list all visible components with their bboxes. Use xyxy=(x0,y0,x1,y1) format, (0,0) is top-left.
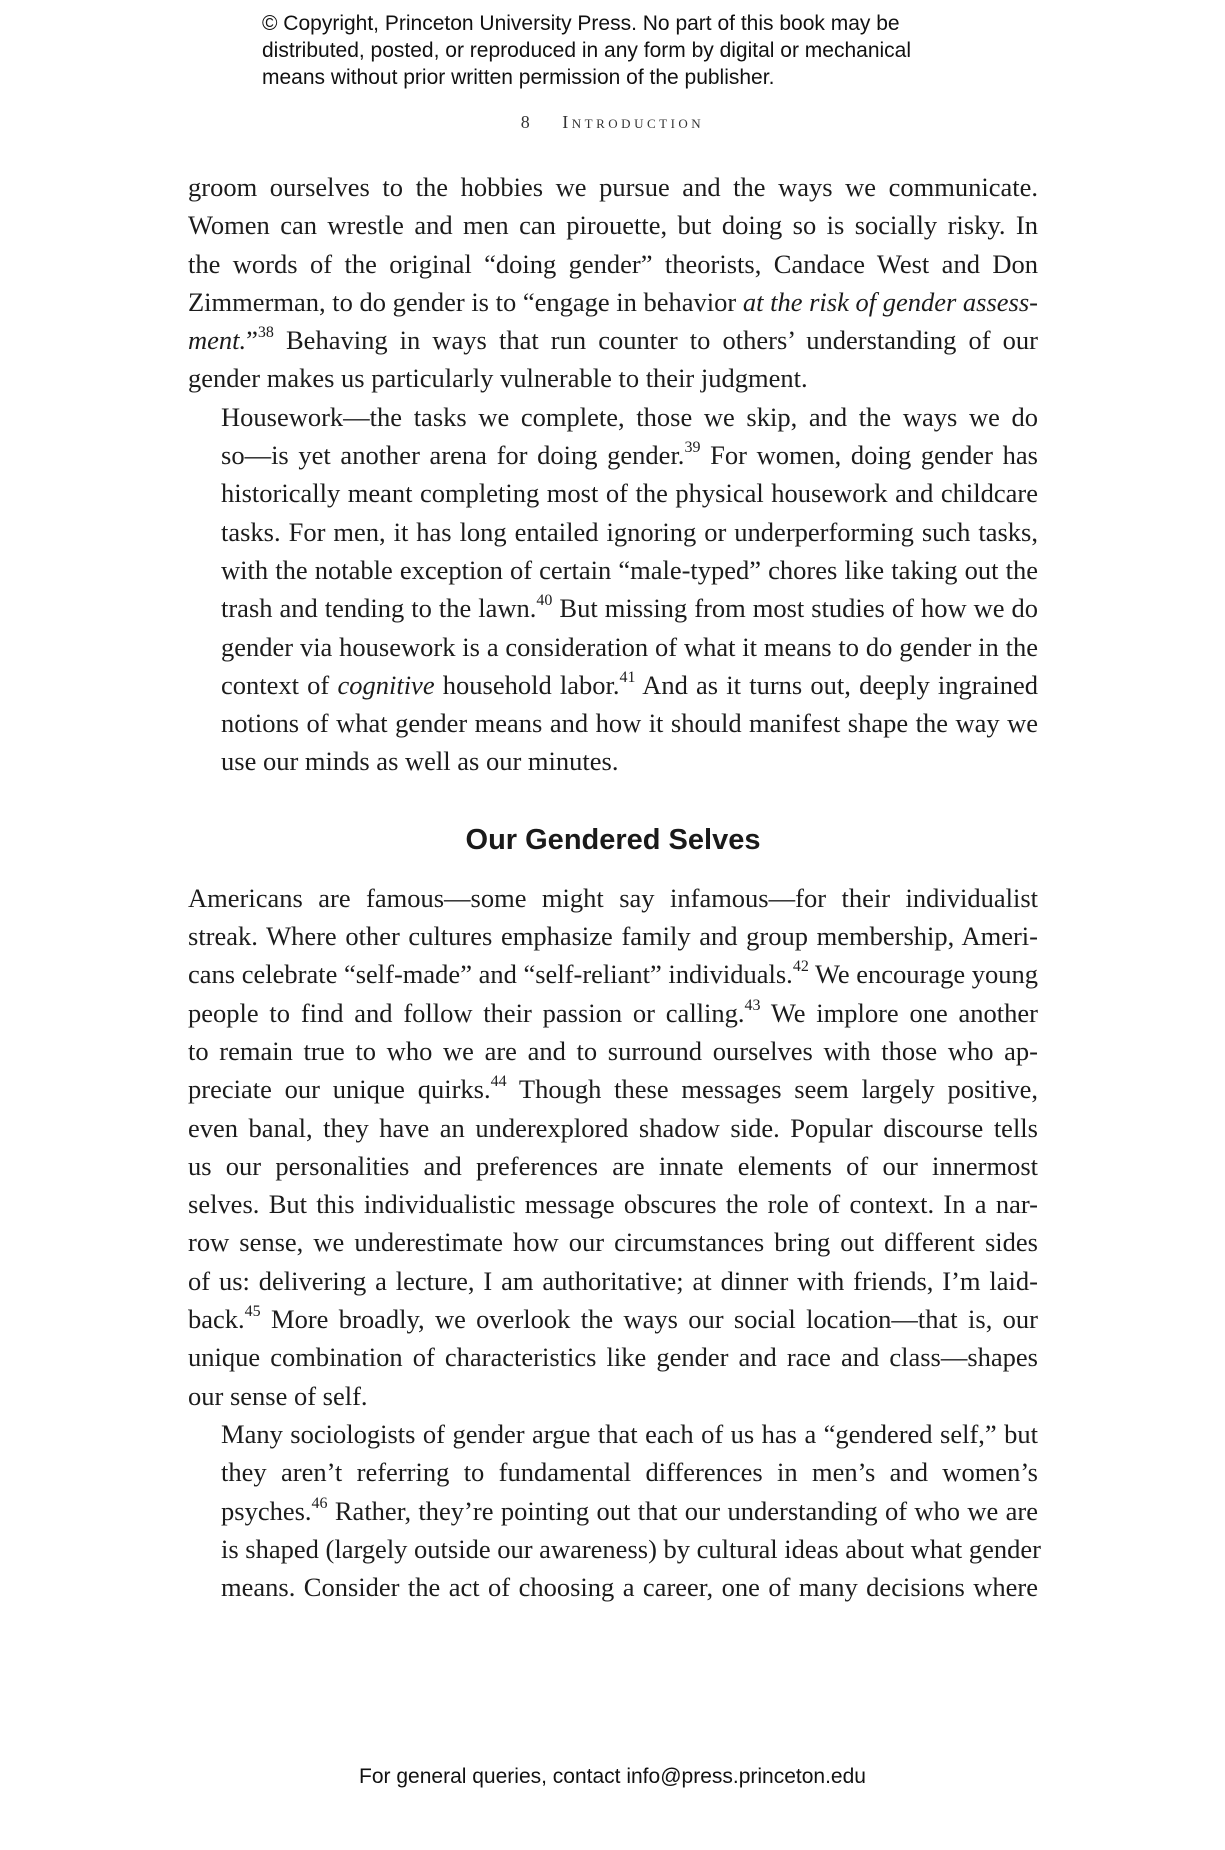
text-run: We encourage young xyxy=(808,959,1039,990)
footnote-ref: 39 xyxy=(684,439,701,457)
footnote-ref: 44 xyxy=(490,1073,507,1091)
text-line: the words of the original “doing gender” theorists, Candace West and Don xyxy=(188,248,1038,279)
chapter-title: Introduction xyxy=(562,112,705,132)
text-run: trash and tending to the lawn. xyxy=(221,593,537,624)
running-head xyxy=(0,112,1225,133)
text-line: they aren’t referring to fundamental differences in men’s and women’s xyxy=(221,1457,1038,1488)
text-line: unique combination of characteristics like gender and race and class—shapes xyxy=(188,1342,1038,1373)
text-line: us our personalities and preferences are innate elements of our innermost xyxy=(188,1150,1038,1181)
text-run: Though these messages seem largely positive, xyxy=(506,1074,1039,1105)
paragraph xyxy=(188,398,1038,781)
text-run: people to find and follow their passion or calling. xyxy=(188,997,745,1028)
text-line xyxy=(188,1070,1038,1108)
text-line: Housework—the tasks we complete, those we skip, and the ways we do xyxy=(221,401,1038,432)
text-line: tasks. For men, it has long entailed ignoring or underperforming such tasks, xyxy=(221,516,1038,547)
footnote-ref: 41 xyxy=(619,668,636,686)
text-line xyxy=(188,1492,1038,1530)
text-line: gender via housework is a consideration of what it means to do gender in the xyxy=(221,631,1038,662)
footnote-ref: 45 xyxy=(244,1303,261,1321)
footnote-ref: 46 xyxy=(311,1494,328,1512)
section-heading: Our Gendered Selves xyxy=(465,823,761,856)
paragraph xyxy=(188,168,1038,398)
text-run: cans celebrate “self-made” and “self-reliant” individuals. xyxy=(188,959,793,990)
emphasis: at the risk of gender assess- xyxy=(742,286,1039,317)
text-line: with the notable exception of certain “male-typed” chores like taking out the xyxy=(221,554,1038,585)
text-line: streak. Where other cultures emphasize family and group membership, Ameri- xyxy=(188,921,1038,952)
text-line: selves. But this individualistic message obscures the role of context. In a nar- xyxy=(188,1189,1038,1220)
text-run: ” xyxy=(246,325,258,356)
text-run: back. xyxy=(188,1304,245,1335)
text-run: Rather, they’re pointing out that our understanding of who we are xyxy=(327,1495,1038,1526)
text-run: context of xyxy=(221,669,338,700)
text-line: Women can wrestle and men can pirouette, but doing so is socially risky. In xyxy=(188,210,1038,241)
text-run: Zimmerman, to do gender is to “engage in behavior xyxy=(188,286,743,317)
emphasis: ment. xyxy=(188,325,247,356)
text-run: And as it turns out, deeply ingrained xyxy=(635,669,1038,700)
text-line: groom ourselves to the hobbies we pursue and the ways we communicate. xyxy=(188,172,1038,202)
text-line: is shaped (largely outside our awareness) by cultural ideas about what gender xyxy=(221,1533,1042,1564)
footer-contact: For general queries, contact info@press.princeton.edu xyxy=(359,1765,866,1788)
text-line: Many sociologists of gender argue that each of us has a “gendered self,” but xyxy=(221,1418,1038,1449)
footnote-ref: 40 xyxy=(536,592,553,610)
text-line xyxy=(188,283,1038,321)
text-run: household labor. xyxy=(434,669,620,700)
copyright-line: means without prior written permission of the publisher. xyxy=(262,66,775,89)
text-line: use our minds as well as our minutes. xyxy=(221,746,619,777)
footnote-ref: 43 xyxy=(744,996,761,1014)
copyright-notice xyxy=(262,10,982,91)
text-run: We implore one another xyxy=(760,997,1038,1028)
text-run: Behaving in ways that run counter to others’ understanding of our xyxy=(273,325,1038,356)
footnote-ref: 42 xyxy=(792,958,809,976)
emphasis: cognitive xyxy=(337,669,435,700)
text-run: For women, doing gender has xyxy=(700,440,1038,471)
body-text xyxy=(188,168,1042,1606)
text-line: notions of what gender means and how it should manifest shape the way we xyxy=(221,708,1038,739)
copyright-line: distributed, posted, or reproduced in any form by digital or mechanical xyxy=(262,39,912,62)
text-run: so—is yet another arena for doing gender. xyxy=(221,440,685,471)
paragraph xyxy=(188,1415,1042,1606)
text-line xyxy=(188,994,1038,1032)
text-line xyxy=(188,321,1038,359)
text-run: psyches. xyxy=(221,1495,312,1526)
text-line: gender makes us particularly vulnerable to their judgment. xyxy=(188,363,808,394)
text-line: row sense, we underestimate how our circumstances bring out different sides xyxy=(188,1227,1038,1258)
text-line: our sense of self. xyxy=(188,1380,368,1411)
text-run: More broadly, we overlook the ways our social location—that is, our xyxy=(260,1304,1038,1335)
text-line: of us: delivering a lecture, I am authoritative; at dinner with friends, I’m laid- xyxy=(188,1265,1038,1296)
text-line: means. Consider the act of choosing a career, one of many decisions where xyxy=(221,1572,1038,1603)
text-line: even banal, they have an underexplored shadow side. Popular discourse tells xyxy=(188,1112,1038,1143)
page-number: 8 xyxy=(520,112,533,132)
paragraph xyxy=(188,879,1038,1415)
text-line: Americans are famous—some might say infamous—for their individualist xyxy=(188,882,1038,913)
text-line xyxy=(188,589,1038,627)
footnote-ref: 38 xyxy=(257,324,274,342)
text-line: to remain true to who we are and to surround ourselves with those who ap- xyxy=(188,1035,1038,1066)
text-line xyxy=(188,955,1038,993)
text-line xyxy=(188,436,1038,474)
text-run: preciate our unique quirks. xyxy=(188,1074,491,1105)
text-run: But missing from most studies of how we do xyxy=(552,593,1038,624)
copyright-line: © Copyright, Princeton University Press. No part of this book may be xyxy=(262,12,900,35)
text-line xyxy=(188,1300,1038,1338)
text-line xyxy=(188,666,1038,704)
text-line: historically meant completing most of the physical housework and childcare xyxy=(221,478,1038,509)
